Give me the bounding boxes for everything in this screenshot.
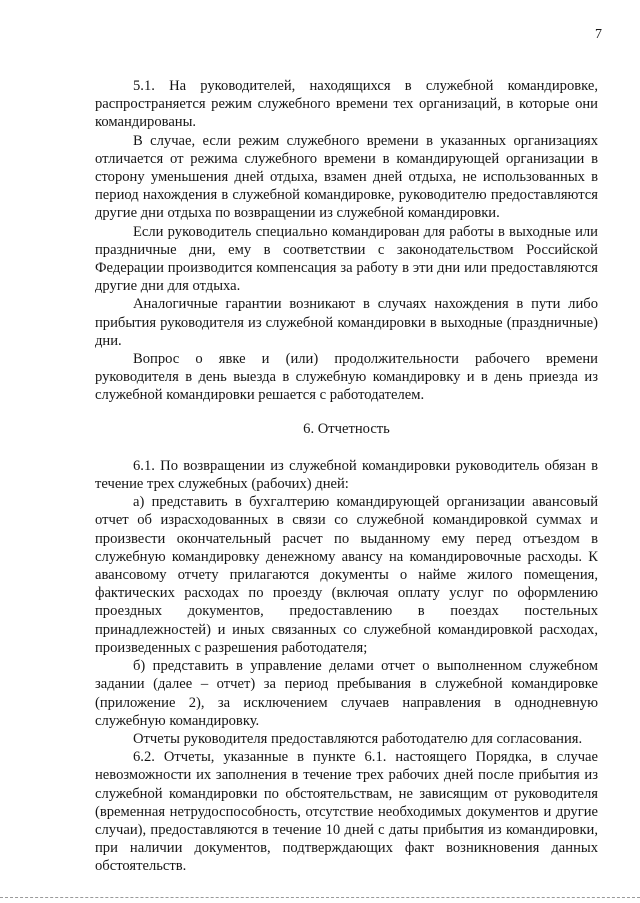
section-5 [95,77,598,405]
paragraph-6-1: 6.1. По возвращении из служебной командировки руководитель обязан в течение трех служебных (рабочих) дней: [95,457,598,493]
paragraph-reports-approval: Отчеты руководителя предоставляются работодателю для согласования. [133,730,583,747]
paragraph-departure-day: Вопрос о явке и (или) продолжительности рабочего времени руководителя в день выезда в служебную командировку и в день приезда из служебной командировки решается с работодателем. [95,351,598,404]
paragraph-holiday-work: Если руководитель специально командирован для работы в выходные или праздничные дни, ему в соответствии с законодательством Российской Федерации производится компенсация за работу в эти дни или предоставляются другие дни для отдыха. [95,223,598,295]
page-number: 7 [595,27,602,42]
document-body [95,77,598,876]
paragraph-item-a: а) представить в бухгалтерию командирующей организации авансовый отчет об израсходованных в связи со служебной командировкой суммах и произвести окончательный расчет по выданному ему перед отъездом в служебную командировку денежному авансу на командировочные расходы. К авансовому отчету прилагаются документы о найме жилого помещения, фактических расходах по проезду (включая оплату услуг по оформлению проездных документов, предоставлению в поездах постельных принадлежностей) и иных связанных со служебной командировкой расходах, произведенных с разрешения работодателя; [95,494,598,656]
section-6 [95,457,598,876]
section-heading-reporting: 6. Отчетность [303,420,390,437]
page-bottom-edge [0,897,640,898]
paragraph-5-1: 5.1. На руководителей, находящихся в служебной командировке, распространяется режим служебного времени тех организаций, в которые они командированы. [95,78,598,131]
paragraph-6-2: 6.2. Отчеты, указанные в пункте 6.1. настоящего Порядка, в случае невозможности их заполнения в течение трех рабочих дней после прибытия из служебной командировки по обстоятельствам, не зависящим от руководителя (временная нетрудоспособность, отсутствие необходимых документов и другие случаи), предоставляются в течение 10 дней с даты прибытия из командировки, при наличии документов, подтверждающих факт возникновения данных обстоятельств. [95,749,598,875]
paragraph-days-off: В случае, если режим служебного времени в указанных организациях отличается от режима служебного времени в командирующей организации в сторону уменьшения дней отдыха, взамен дней отдыха, не использованных в период нахождения в служебной командировке, руководителю предоставляются другие дни отдыха по возвращении из служебной командировки. [95,132,598,222]
paragraph-item-b: б) представить в управление делами отчет о выполненном служебном задании (далее – отчет) за период пребывания в служебной командировке (приложение 2), за исключением случаев направления в однодневную служебную командировку. [95,658,598,729]
paragraph-travel-guarantees: Аналогичные гарантии возникают в случаях нахождения в пути либо прибытия руководителя из служебной командировки в выходные (праздничные) дни. [95,296,598,349]
